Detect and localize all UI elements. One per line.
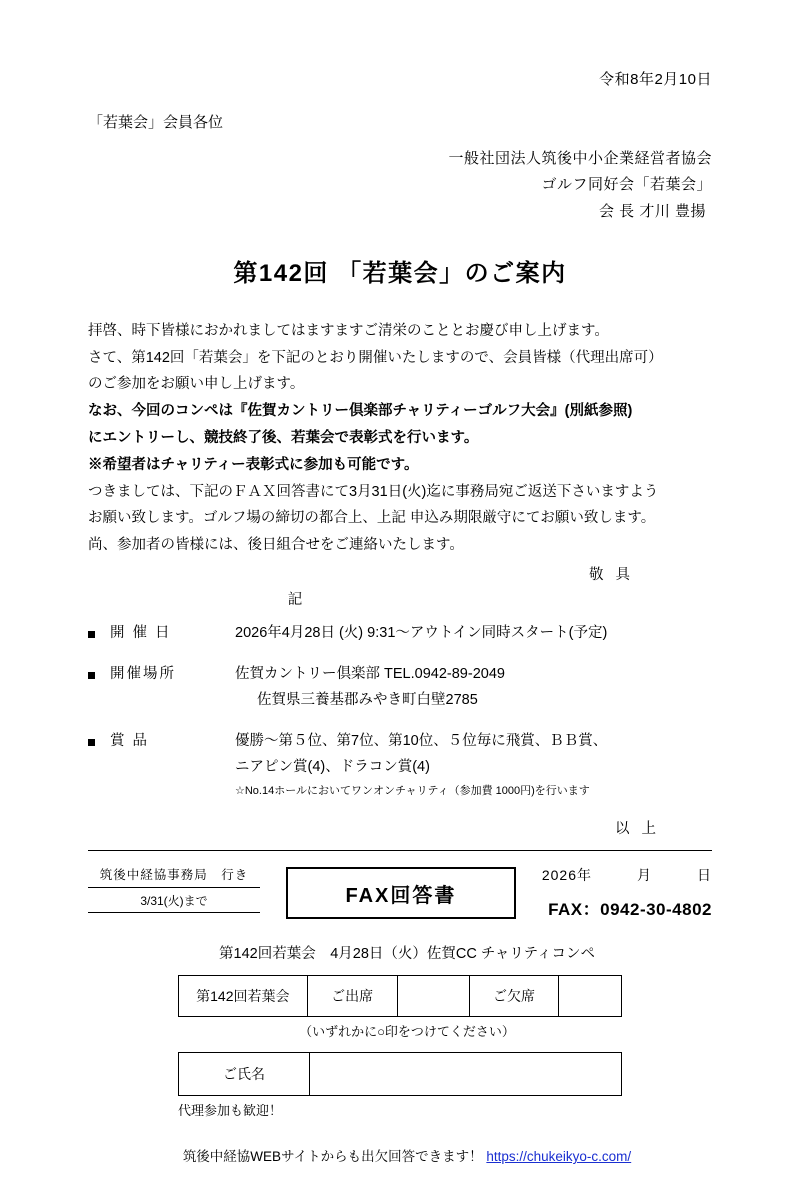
square-bullet-icon — [88, 729, 110, 750]
fax-reply-title: FAX回答書 — [286, 867, 516, 919]
fax-date-field: 2026年 月 日 — [541, 867, 712, 884]
body-line-2: さて、第142回「若葉会」を下記のとおり開催いたしますので、会員皆様（代理出席可） — [88, 349, 663, 366]
compe-line: 第142回若葉会 4月28日（火）佐賀CC チャリティコンペ — [219, 946, 595, 963]
sender-block — [88, 146, 712, 225]
body-line-8: お願い致します。ゴルフ場の締切の都合上、上記 申込み期限厳守にてお願い致します。 — [88, 510, 656, 527]
attendance-cell-title: 第142回若葉会 — [179, 976, 308, 1017]
item-value — [235, 621, 712, 646]
name-table — [178, 1052, 622, 1096]
divider — [88, 850, 712, 851]
body-line-9: 尚、参加者の皆様には、後日組合せをご連絡いたします。 — [88, 537, 464, 554]
addressee: 「若葉会」会員各位 — [88, 114, 224, 131]
sender-club: ゴルフ同好会「若葉会」 — [541, 176, 712, 194]
body-text — [88, 318, 712, 559]
closing-keigu: 敬 具 — [588, 567, 634, 584]
page-title: 第142回 「若葉会」のご案内 — [233, 259, 567, 287]
body-line-4: なお、今回のコンペは『佐賀カントリー倶楽部チャリティーゴルフ大会』(別紙参照) — [88, 403, 633, 420]
dairi-note: 代理参加も歓迎！ — [178, 1103, 283, 1119]
sender-name: 会 長 才川 豊揚 — [598, 202, 706, 220]
sender-org: 一般社団法人筑後中小企業経営者協会 — [448, 150, 712, 167]
list-item — [88, 621, 712, 646]
square-bullet-icon — [88, 621, 110, 642]
fax-meta — [542, 865, 712, 920]
body-line-1: 拝啓、時下皆様におかれましてはますますご清栄のこととお慶び申し上げます。 — [88, 322, 609, 339]
body-line-5: にエントリーし、競技終了後、若葉会で表彰式を行います。 — [88, 430, 479, 446]
item-label: 開 催 日 — [110, 625, 172, 642]
web-line — [88, 1145, 712, 1165]
item-value-line-2: 佐賀県三養基郡みやき町白壁2785 — [257, 691, 478, 708]
attendance-hint: （いずれかに○印をつけてください） — [299, 1024, 515, 1040]
fax-destination — [88, 865, 260, 917]
fax-deadline: 3/31(火)まで — [140, 894, 208, 909]
body-line-6: ※希望者はチャリティー表彰式に参加も可能です。 — [88, 456, 419, 473]
name-input-cell[interactable] — [310, 1053, 622, 1096]
attendance-cell-present-label: ご出席 — [307, 976, 397, 1017]
attendance-table-wrapper — [88, 975, 712, 1017]
document-date: 令和8年2月10日 — [599, 71, 712, 88]
name-table-wrapper — [88, 1052, 712, 1096]
item-label: 開催場所 — [110, 666, 176, 683]
name-label-cell: ご氏名 — [179, 1053, 310, 1096]
fax-destination-office: 筑後中経協事務局 行き — [99, 868, 249, 883]
list-item — [88, 662, 712, 713]
attendance-cell-present-mark[interactable] — [397, 976, 469, 1017]
item-value-line-1: 2026年4月28日 (火) 9:31〜アウトイン同時スタート(予定) — [235, 625, 608, 642]
body-line-3: のご参加をお願い申し上げます。 — [88, 376, 305, 393]
item-label: 賞 品 — [110, 733, 150, 750]
table-row — [179, 976, 622, 1017]
list-item — [88, 729, 712, 801]
web-line-text: 筑後中経協WEBサイトからも出欠回答できます！ — [182, 1149, 487, 1165]
web-site-link[interactable]: https://chukeikyo-c.com/ — [486, 1149, 632, 1165]
fax-number: FAX：0942-30-4802 — [548, 900, 712, 920]
attendance-cell-absent-label: ご欠席 — [469, 976, 559, 1017]
closing-ijou: 以 上 — [614, 821, 660, 838]
document-page — [0, 68, 800, 1200]
fax-deadline-rule — [88, 912, 260, 913]
item-value — [235, 662, 712, 713]
item-value-line-2: ニアピン賞(4)、ドラコン賞(4) — [235, 758, 430, 775]
item-value — [235, 729, 712, 801]
body-line-7: つきましては、下記のＦＡＸ回答書にて3月31日(火)迄に事務局宛ご返送下さいますよう — [88, 483, 659, 500]
table-row — [179, 1053, 622, 1096]
attendance-table — [178, 975, 622, 1017]
square-bullet-icon — [88, 662, 110, 683]
item-value-line-1: 佐賀カントリー倶楽部 TEL.0942-89-2049 — [235, 666, 505, 683]
fax-destination-rule — [88, 887, 260, 888]
item-note: ☆No.14ホールにおいてワンオンチャリティ（参加費 1000円)を行います — [235, 784, 590, 797]
attendance-cell-absent-mark[interactable] — [559, 976, 622, 1017]
detail-items — [88, 621, 712, 801]
item-value-line-1: 優勝〜第５位、第7位、第10位、５位毎に飛賞、ＢＢ賞、 — [235, 733, 608, 750]
ki-marker: 記 — [287, 592, 303, 609]
fax-header — [88, 865, 712, 920]
